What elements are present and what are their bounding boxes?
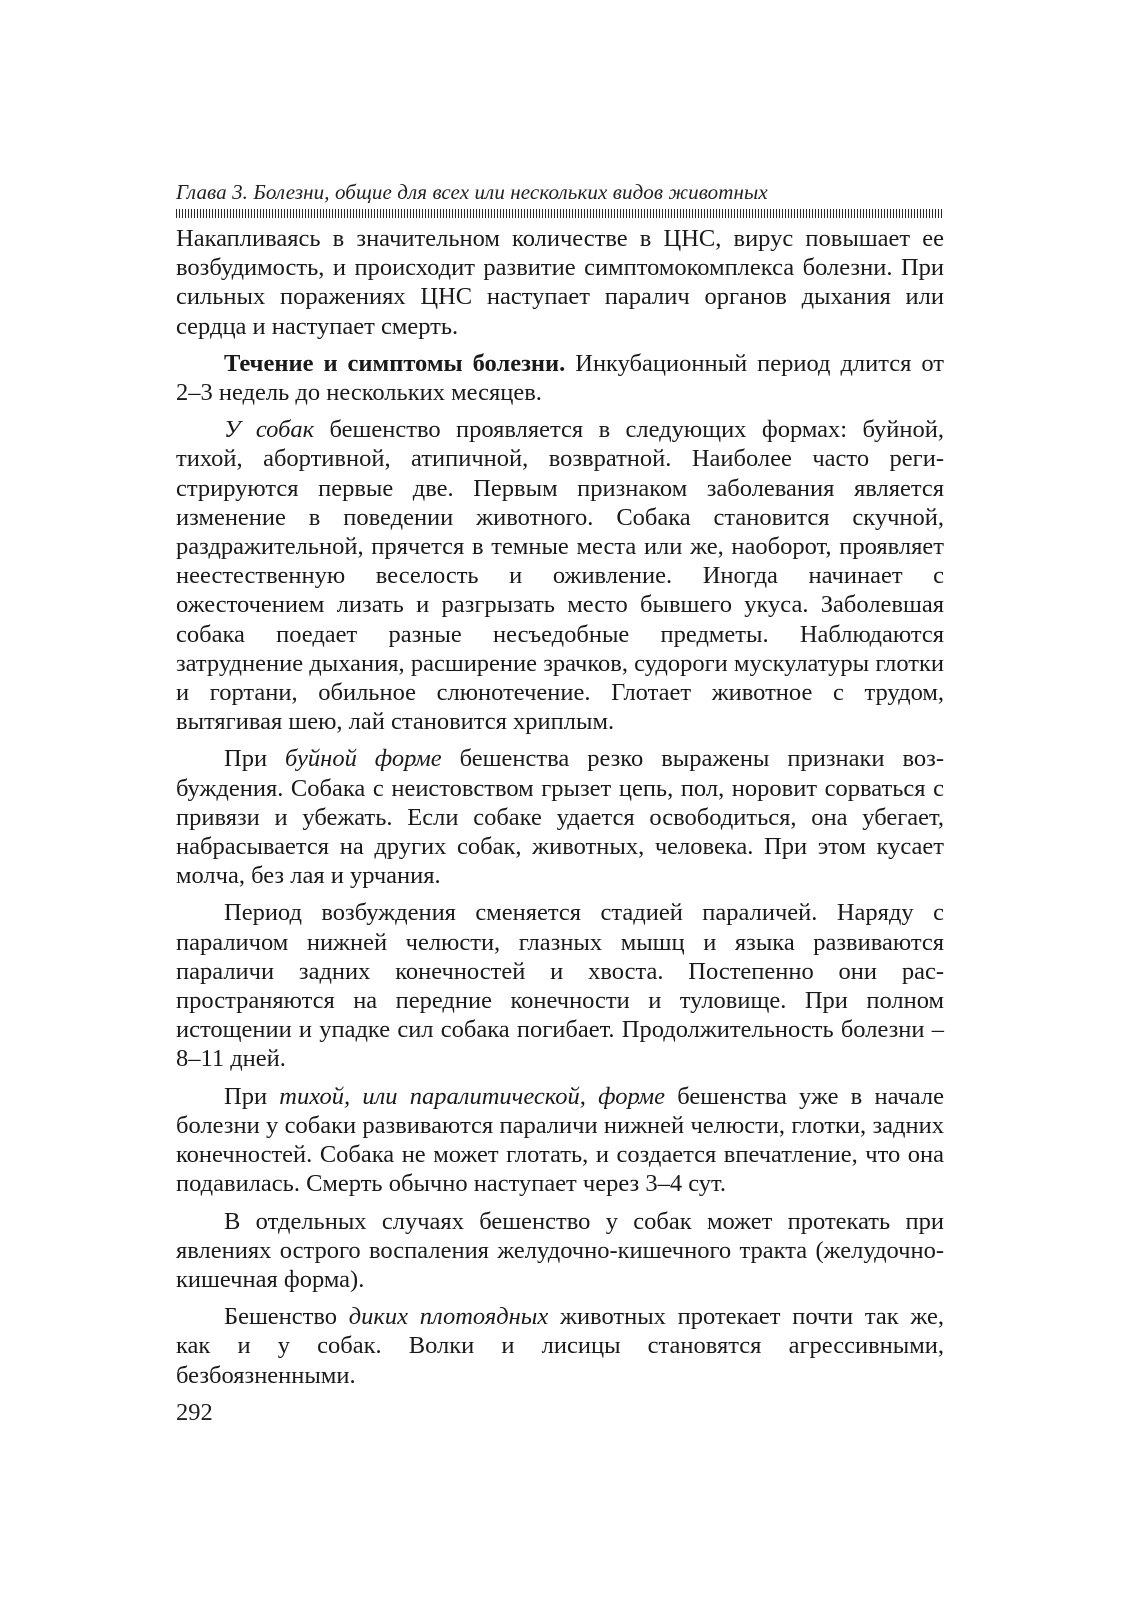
paragraph: [176, 349, 944, 407]
paragraph: [176, 1207, 944, 1295]
page-number: 292: [176, 1398, 213, 1426]
emphasis: диких плотоядных: [348, 1303, 549, 1331]
paragraph: [176, 1302, 944, 1390]
emphasis: У собак: [224, 416, 315, 444]
paragraph-text: Инкубационный период длится от 2–3 недель до нескольких месяцев.: [176, 349, 944, 407]
body-text: [176, 224, 944, 1390]
paragraph-text: бешенства уже в начале болезни у собаки развиваются параличи нижней челюсти, глотки, задних конечностей. Собака не может глотать, и создается впечатление, что она подавилась. Смерть обычно наступает через 3–4 сут.: [176, 1082, 944, 1198]
paragraph: [176, 1082, 944, 1199]
section-heading: Течение и симптомы болезни.: [224, 349, 566, 377]
paragraph-text: бешенство проявляется в следующих формах: буйной, тихой, абортивной, атипичной, возвратной. Наиболее часто регистрируются первые две. Первым признаком заболевания является изменение в поведении животного. Собака становится скучной, раздражительной, прячется в темные места или же, наоборот, проявляет неестественную веселость и оживление. Иногда начинает с ожесточением лизать и разгрызать место бывшего укуса. Заболевшая собака поедает разные несъедобные предметы. Наблюдаются затруднение дыхания, расширение зрачков, судороги мускулатуры глотки и гортани, обильное слюнотечение. Глотает животное с трудом, вытягивая шею, лай становится хриплым.: [176, 416, 944, 736]
paragraph-text: животных протекает почти так же, как и у собак. Волки и лисицы становятся агрессивными, безбоязненными.: [176, 1303, 944, 1389]
paragraph-text: Период возбуждения сменяется стадией параличей. Наряду с параличом нижней челюсти, глазных мышц и языка развиваются параличи задних конечностей и хвоста. Постепенно они распространяются на передние конечности и туловище. При полном истощении и упадке сил собака погибает. Продолжительность болезни – 8–11 дней.: [176, 899, 944, 1073]
paragraph: [176, 224, 944, 341]
paragraph-text: Накапливаясь в значительном количестве в ЦНС, вирус повышает ее возбудимость, и происходит развитие симптомокомплекса болезни. При сильных поражениях ЦНС наступает паралич органов дыхания или сердца и наступает смерть.: [176, 225, 944, 340]
emphasis: тихой, или паралитической, форме: [279, 1082, 666, 1110]
paragraph-text: бешенства резко выражены признаки возбуждения. Собака с неистовством грызет цепь, пол, норовит сорваться с привязи и убежать. Если собаке удается освободиться, она убегает, набрасывается на других собак, животных, человека. При этом кусает молча, без лая и урчания.: [176, 745, 945, 890]
paragraph: [176, 744, 944, 890]
header-rule: [176, 209, 944, 218]
book-page: [176, 180, 944, 1427]
paragraph: [176, 898, 944, 1073]
paragraph: [176, 415, 944, 736]
paragraph-text: При: [224, 1082, 280, 1110]
paragraph-text: Бешенство: [224, 1303, 349, 1331]
paragraph-text: При: [224, 745, 286, 773]
emphasis: буйной форме: [285, 745, 442, 773]
running-head: Глава 3. Болезни, общие для всех или нескольких видов животных: [176, 180, 768, 204]
paragraph-text: В отдельных случаях бешенство у собак может протекать при явлениях острого воспаления желудочно-кишечного тракта (желудочно-кишечная форма).: [176, 1207, 944, 1293]
